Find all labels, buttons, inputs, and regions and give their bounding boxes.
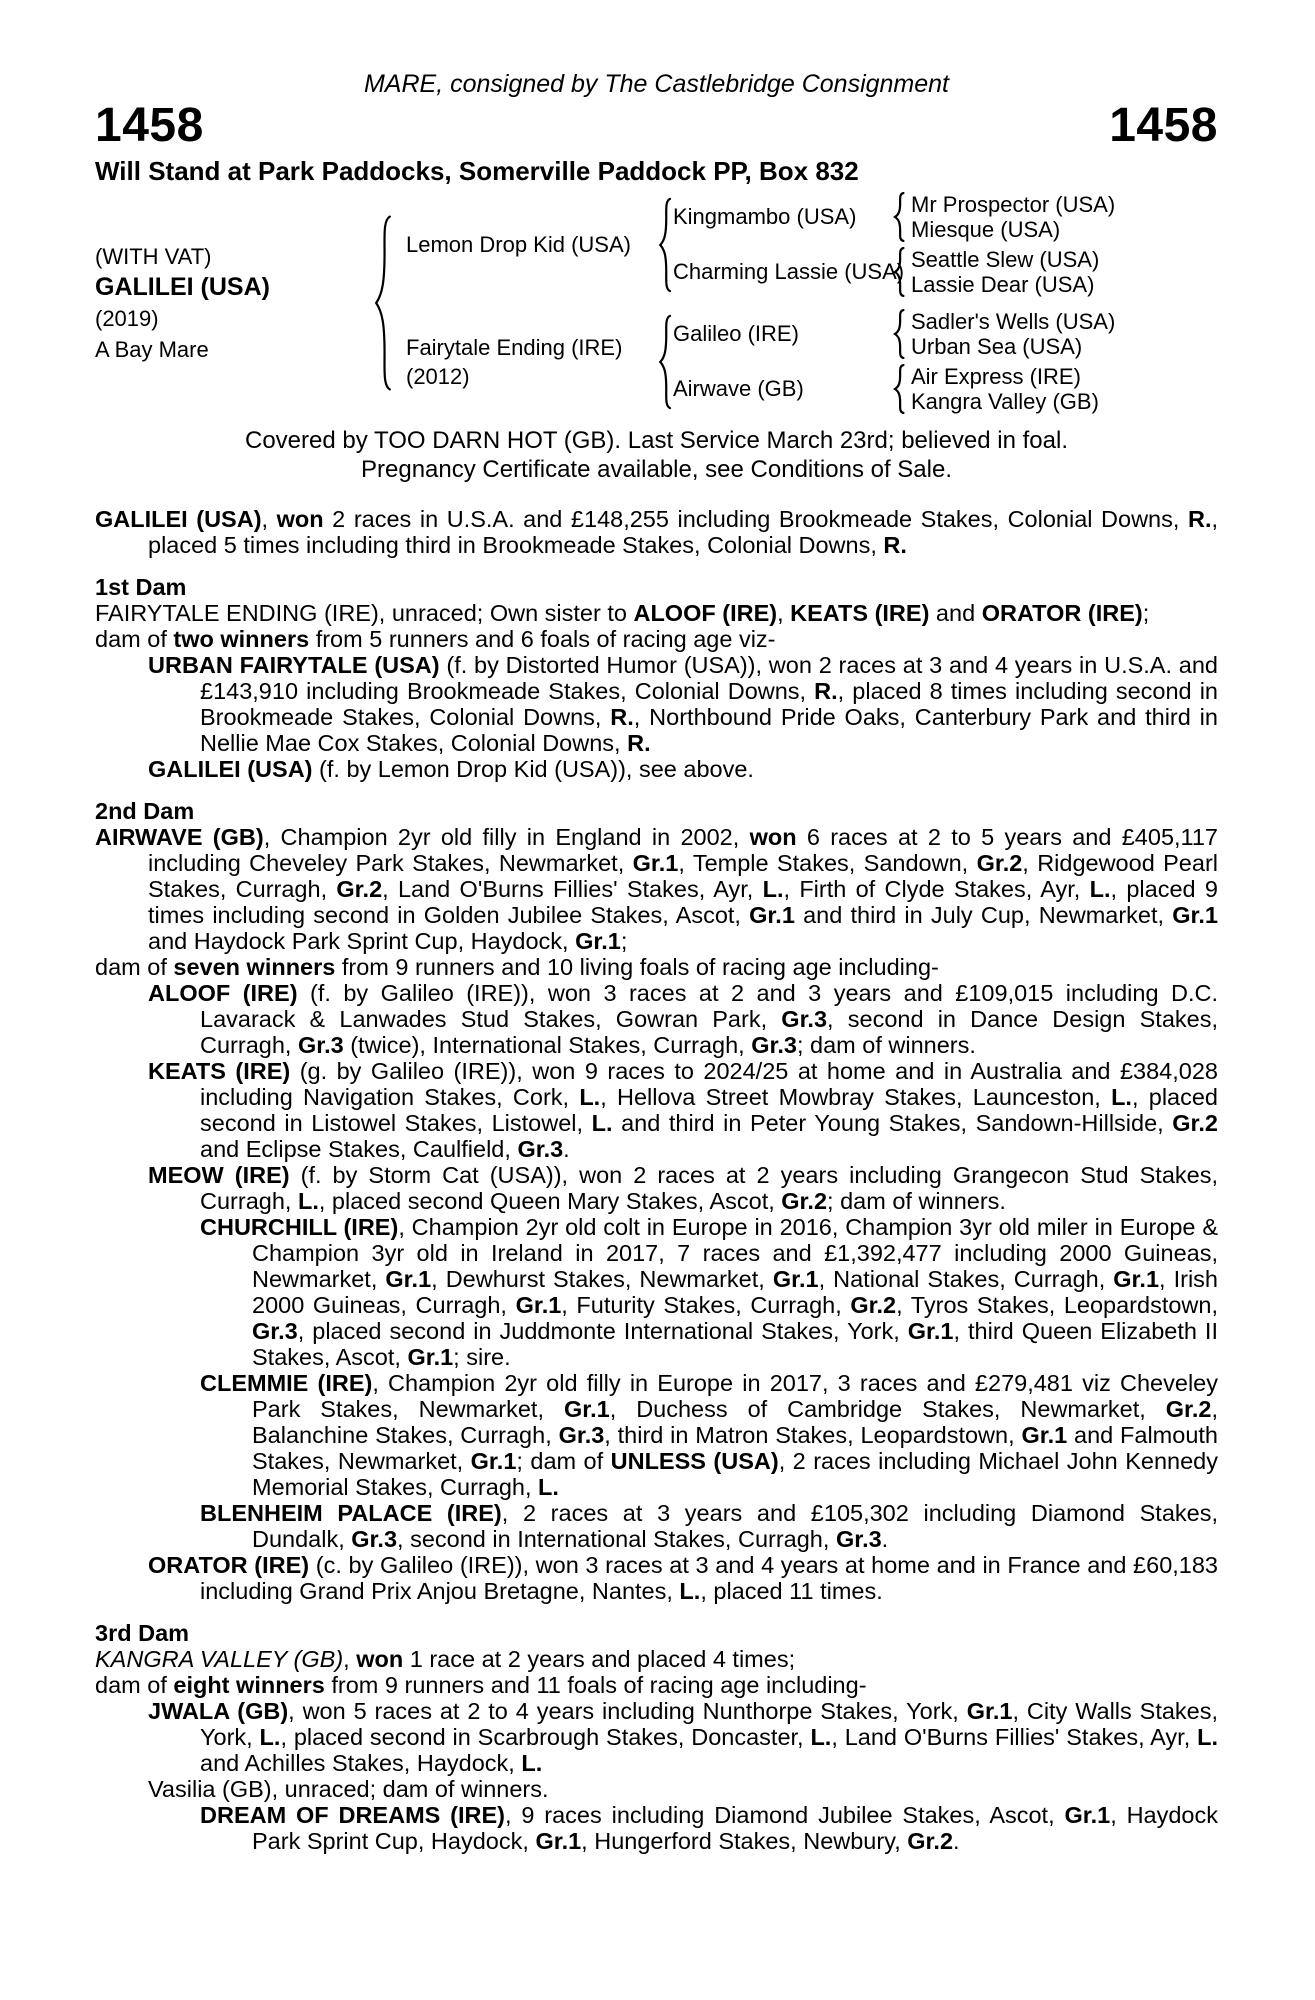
grandsire-name: Kingmambo (USA): [673, 204, 857, 229]
lot-number-left: 1458: [95, 99, 204, 152]
covering-statement: [95, 426, 1218, 484]
pedigree-table: [95, 192, 1218, 414]
great-grandparent-name: Urban Sea (USA): [911, 334, 1083, 359]
granddam-name: Airwave (GB): [673, 376, 804, 401]
para-meow: MEOW (IRE) (f. by Storm Cat (USA)), won 2 races at 2 years including Grangecon Stud Stakes, Curragh, L., placed second Queen Mary Stakes, Ascot, Gr.2; dam of winners.: [148, 1162, 1218, 1214]
consignment-note: MARE, consigned by The Castlebridge Consignment: [363, 70, 950, 98]
great-grandparent-name: Lassie Dear (USA): [911, 272, 1095, 297]
para-dam-of-two-winners: dam of two winners from 5 runners and 6 foals of racing age viz-: [95, 626, 776, 652]
granddam-name: Charming Lassie (USA): [673, 259, 905, 284]
pedigree-subject: [95, 241, 373, 365]
foaling-year: (2019): [95, 306, 159, 331]
horse-name: GALILEI (USA): [95, 273, 270, 301]
para-churchill: CHURCHILL (IRE), Champion 2yr old colt in Europe in 2016, Champion 3yr old miler in Europe & Champion 3yr old in Ireland in 2017, 7 races and £1,392,477 including 2000 Guineas, Newmarket, Gr.1, Dewhurst Stakes, Newmarket, Gr.1, National Stakes, Curragh, Gr.1, Irish 2000 Guineas, Curragh, Gr.1, Futurity Stakes, Curragh, Gr.2, Tyros Stakes, Leopardstown, Gr.3, placed second in Juddmonte International Stakes, York, Gr.1, third Queen Elizabeth II Stakes, Ascot, Gr.1; sire.: [200, 1214, 1218, 1370]
pedigree-brace: [893, 364, 906, 414]
colour-sex-description: A Bay Mare: [95, 337, 209, 362]
para-dream-of-dreams: DREAM OF DREAMS (IRE), 9 races including Diamond Jubilee Stakes, Ascot, Gr.1, Haydock Park Sprint Cup, Haydock, Gr.1, Hungerford Stakes, Newbury, Gr.2.: [200, 1802, 1219, 1854]
pedigree-brace-main: [373, 213, 394, 393]
section-heading-1st-dam: 1st Dam: [95, 574, 187, 600]
para-jwala: JWALA (GB), won 5 races at 2 to 4 years including Nunthorpe Stakes, York, Gr.1, City Walls Stakes, York, L., placed second in Scarbrough Stakes, Doncaster, L., Land O'Burns Fillies' Stakes, Ayr, L. and Achilles Stakes, Haydock, L.: [148, 1698, 1219, 1776]
covering-line-2: Pregnancy Certificate available, see Conditions of Sale.: [361, 456, 952, 483]
great-grandparent-name: Air Express (IRE): [911, 364, 1081, 389]
para-blenheim-palace: BLENHEIM PALACE (IRE), 2 races at 3 years and £105,302 including Diamond Stakes, Dundalk, Gr.3, second in International Stakes, Curragh, Gr.3.: [200, 1500, 1218, 1552]
para-galilei-see-above: GALILEI (USA) (f. by Lemon Drop Kid (USA)), see above.: [148, 756, 754, 782]
para-dam-of-eight-winners: dam of eight winners from 9 runners and 11 foals of racing age including-: [95, 1672, 867, 1698]
lot-number-right: 1458: [1109, 99, 1218, 152]
para-aloof: ALOOF (IRE) (f. by Galileo (IRE)), won 3 races at 2 and 3 years and £109,015 including D.C. Lavarack & Lanwades Stud Stakes, Gowran Park, Gr.3, second in Dance Design Stakes, Curragh, Gr.3 (twice), International Stakes, Curragh, Gr.3; dam of winners.: [148, 980, 1218, 1058]
great-grandparent-name: Mr Prospector (USA): [911, 192, 1116, 217]
pedigree-brace: [893, 309, 906, 359]
para-airwave: AIRWAVE (GB), Champion 2yr old filly in England in 2002, won 6 races at 2 to 5 years and £405,117 including Cheveley Park Stakes, Newmarket, Gr.1, Temple Stakes, Sandown, Gr.2, Ridgewood Pearl Stakes, Curragh, Gr.2, Land O'Burns Fillies' Stakes, Ayr, L., Firth of Clyde Stakes, Ayr, L., placed 9 times including second in Golden Jubilee Stakes, Ascot, Gr.1 and third in July Cup, Newmarket, Gr.1 and Haydock Park Sprint Cup, Haydock, Gr.1;: [95, 824, 1219, 954]
grandsire-name: Galileo (IRE): [673, 321, 799, 346]
pedigree-brace-dam: [658, 314, 673, 410]
para-kangra-valley: KANGRA VALLEY (GB), won 1 race at 2 years and placed 4 times;: [95, 1646, 796, 1672]
catalog-body: [95, 506, 1218, 1854]
sire-branch: [402, 192, 1115, 297]
para-orator: ORATOR (IRE) (c. by Galileo (IRE)), won 3 races at 3 and 4 years at home and in France and £60,183 including Grand Prix Anjou Bretagne, Nantes, L., placed 11 times.: [148, 1552, 1218, 1604]
para-vasilia: Vasilia (GB), unraced; dam of winners.: [148, 1776, 549, 1802]
covering-line-1: Covered by TOO DARN HOT (GB). Last Service March 23rd; believed in foal.: [245, 427, 1068, 454]
pedigree-generations: [402, 192, 1115, 414]
dam-name: Fairytale Ending (IRE) (2012): [406, 334, 623, 389]
great-grandparent-name: Seattle Slew (USA): [911, 247, 1100, 272]
great-grandparent-name: Sadler's Wells (USA): [911, 309, 1116, 334]
para-fairytale-ending: FAIRYTALE ENDING (IRE), unraced; Own sister to ALOOF (IRE), KEATS (IRE) and ORATOR (IRE);: [95, 600, 1150, 626]
para-galilei-race-record: GALILEI (USA), won 2 races in U.S.A. and £148,255 including Brookmeade Stakes, Colonial Downs, R., placed 5 times including third in Brookmeade Stakes, Colonial Downs, R.: [95, 506, 1218, 558]
pedigree-brace: [893, 192, 906, 242]
section-heading-3rd-dam: 3rd Dam: [95, 1620, 190, 1646]
great-grandparent-name: Kangra Valley (GB): [911, 389, 1099, 414]
para-urban-fairytale: URBAN FAIRYTALE (USA) (f. by Distorted Humor (USA)), won 2 races at 3 and 4 years in U.S.A. and £143,910 including Brookmeade Stakes, Colonial Downs, R., placed 8 times including second in Brookmeade Stakes, Colonial Downs, R., Northbound Pride Oaks, Canterbury Park and third in Nellie Mae Cox Stakes, Colonial Downs, R.: [148, 652, 1218, 756]
para-keats: KEATS (IRE) (g. by Galileo (IRE)), won 9 races to 2024/25 at home and in Australia and £384,028 including Navigation Stakes, Cork, L., Hellova Street Mowbray Stakes, Launceston, L., placed second in Listowel Stakes, Listowel, L. and third in Peter Young Stakes, Sandown-Hillside, Gr.2 and Eclipse Stakes, Caulfield, Gr.3.: [148, 1058, 1218, 1162]
sire-name: Lemon Drop Kid (USA): [406, 232, 631, 257]
stand-location-note: Will Stand at Park Paddocks, Somerville Paddock PP, Box 832: [95, 156, 859, 186]
para-dam-of-seven-winners: dam of seven winners from 9 runners and 10 living foals of racing age including-: [95, 954, 939, 980]
vat-note: (WITH VAT): [95, 244, 212, 269]
pedigree-brace-sire: [658, 197, 673, 293]
section-heading-2nd-dam: 2nd Dam: [95, 798, 195, 824]
lot-number-row: [95, 99, 1218, 152]
dam-year: (2012): [406, 363, 470, 389]
para-clemmie: CLEMMIE (IRE), Champion 2yr old filly in Europe in 2017, 3 races and £279,481 viz Cheveley Park Stakes, Newmarket, Gr.1, Duchess of Cambridge Stakes, Newmarket, Gr.2, Balanchine Stakes, Curragh, Gr.3, third in Matron Stakes, Leopardstown, Gr.1 and Falmouth Stakes, Newmarket, Gr.1; dam of UNLESS (USA), 2 races including Michael John Kennedy Memorial Stakes, Curragh, L.: [200, 1370, 1219, 1500]
dam-branch: [402, 309, 1115, 414]
great-grandparent-name: Miesque (USA): [911, 217, 1061, 242]
pedigree-brace: [893, 247, 906, 297]
